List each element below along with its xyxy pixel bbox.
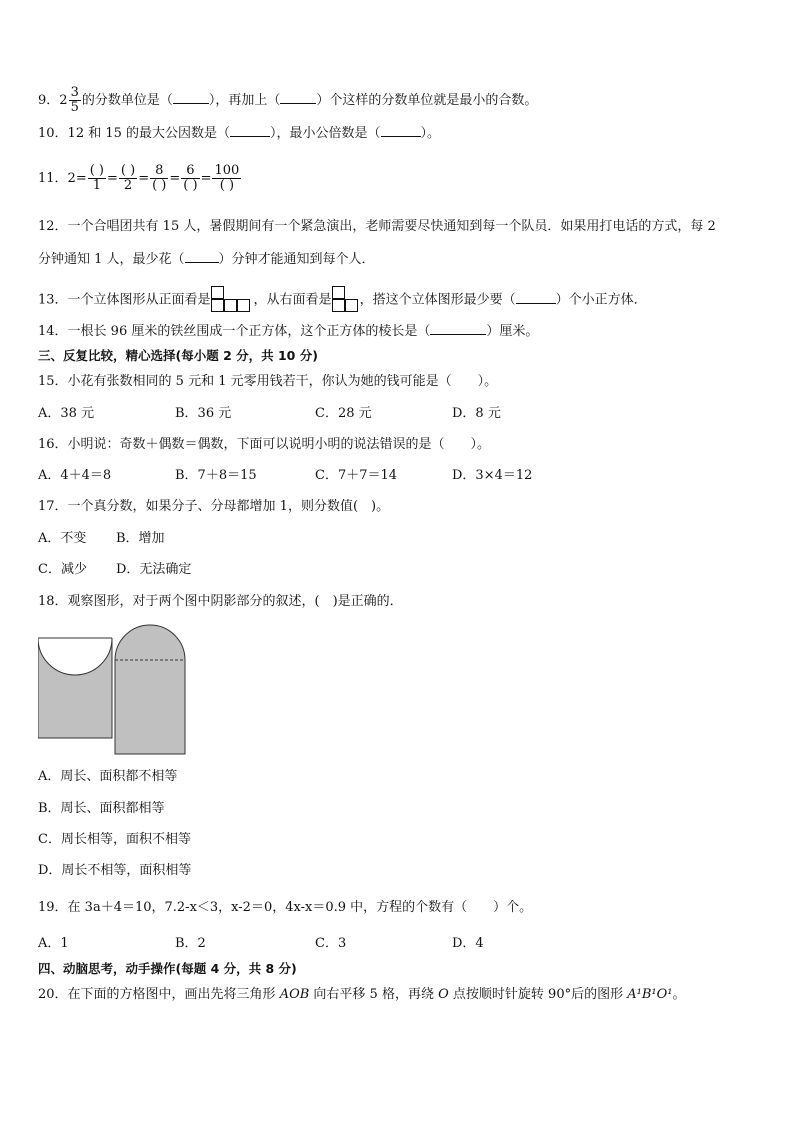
q19-option-d[interactable]: D．4 xyxy=(452,936,484,951)
q15-option-d[interactable]: D．8 元 xyxy=(452,406,501,421)
q11-fraction-1[interactable] xyxy=(88,164,106,193)
q20-text-1: 20．在下面的方格图中，画出先将三角形 xyxy=(38,987,280,1002)
q15-option-c[interactable]: C．28 元 xyxy=(315,406,372,421)
q9-blank-1[interactable] xyxy=(173,91,209,104)
q11-fraction-4[interactable] xyxy=(181,164,199,193)
question-15-stem: 15．小花有张数相同的 5 元和 1 元零用钱若干，你认为她的钱可能是（ ）。 xyxy=(38,374,498,389)
q11-eq-2: = xyxy=(138,171,150,186)
q15-option-b[interactable]: B．36 元 xyxy=(175,406,232,421)
right-view-figure xyxy=(332,286,360,314)
question-10 xyxy=(38,124,440,143)
question-13 xyxy=(38,286,647,314)
q9-denominator: 5 xyxy=(70,100,79,115)
q9-text-3: ）个这样的分数单位就是最小的合数。 xyxy=(316,93,538,108)
q19-option-a[interactable]: A．1 xyxy=(38,936,69,951)
q9-blank-2[interactable] xyxy=(280,91,316,104)
q9-numerator: 3 xyxy=(70,85,79,100)
q9-number: 9． xyxy=(38,93,60,108)
q15-option-a[interactable]: A．38 元 xyxy=(38,406,95,421)
q18-option-b[interactable]: B．周长、面积都相等 xyxy=(38,801,165,816)
q20-text-2: 向右平移 5 格，再绕 xyxy=(309,987,439,1002)
q20-var-aob: AOB xyxy=(279,987,310,1002)
q13-text-3: ，搭这个立体图形最少要（ xyxy=(359,292,516,308)
q14-blank[interactable] xyxy=(430,322,486,335)
q11-fraction-5[interactable] xyxy=(212,164,241,193)
shaded-figures xyxy=(38,622,198,762)
q11-f5-den: ( ) xyxy=(219,178,235,193)
question-18-stem: 18．观察图形，对于两个图中阴影部分的叙述，( )是正确的． xyxy=(38,594,403,609)
q9-whole: 2 xyxy=(59,93,68,108)
q11-f1-num: ( ) xyxy=(89,163,104,178)
question-20 xyxy=(38,986,685,1004)
q10-text-2: ），最小公倍数是（ xyxy=(270,126,381,141)
q17-option-d[interactable]: D．无法确定 xyxy=(116,562,192,577)
q20-text-3: 点按顺时针旋转 90°后的图形 xyxy=(448,987,628,1002)
q13-text-2: ，从右面看是 xyxy=(253,292,332,308)
q10-blank-2[interactable] xyxy=(381,124,421,137)
q14-text-1: 14．一根长 96 厘米的铁丝围成一个正方体，这个正方体的棱长是（ xyxy=(38,324,431,339)
q17-option-a[interactable]: A．不变 xyxy=(38,531,87,546)
section-3-heading: 三、反复比较，精心选择(每小题 2 分，共 10 分) xyxy=(38,348,318,363)
right-shaded-shape xyxy=(115,625,185,754)
q16-option-a[interactable]: A．4＋4＝8 xyxy=(38,468,112,483)
shaded-figures-svg xyxy=(38,622,198,758)
q12-blank[interactable] xyxy=(185,250,219,263)
q20-var-a1b1o1: A¹B¹O¹ xyxy=(627,987,673,1002)
q11-f1-den: 1 xyxy=(92,178,101,193)
question-9 xyxy=(38,86,537,115)
q11-f4-num: 6 xyxy=(181,164,199,179)
q19-option-b[interactable]: B．2 xyxy=(175,936,206,951)
q11-eq-1: = xyxy=(107,171,118,186)
q11-fraction-3[interactable] xyxy=(150,164,168,193)
q10-text-1: 10．12 和 15 的最大公因数是（ xyxy=(38,126,231,141)
q11-f5-num: 100 xyxy=(214,163,240,178)
q11-f2-num: ( ) xyxy=(120,163,136,178)
q9-text-2: ），再加上（ xyxy=(208,93,281,108)
question-14 xyxy=(38,322,538,341)
q20-var-o: O xyxy=(438,987,449,1002)
q12-text-1: 分钟通知 1 人，最少花（ xyxy=(38,252,185,267)
q11-f3-den: ( ) xyxy=(152,178,167,193)
left-shaded-shape xyxy=(38,638,112,738)
q18-option-c[interactable]: C．周长相等，面积不相等 xyxy=(38,832,191,847)
q11-fraction-2[interactable] xyxy=(119,164,137,193)
q16-option-b[interactable]: B．7＋8＝15 xyxy=(175,468,257,483)
q18-option-d[interactable]: D．周长不相等，面积相等 xyxy=(38,863,192,878)
q14-text-2: ）厘米。 xyxy=(486,324,539,339)
q10-blank-1[interactable] xyxy=(230,124,270,137)
question-17-stem: 17．一个真分数，如果分子、分母都增加 1，则分数值( )。 xyxy=(38,499,390,514)
q17-option-c[interactable]: C．减少 xyxy=(38,562,87,577)
question-11 xyxy=(38,164,242,193)
q11-f3-num: 8 xyxy=(150,164,168,179)
question-19-stem: 19．在 3a＋4＝10，7.2-x＜3，x-2＝0，4x-x＝0.9 中，方程的个数有（ ）个。 xyxy=(38,900,533,915)
section-4-heading: 四、动脑思考，动手操作(每题 4 分，共 8 分) xyxy=(38,961,297,976)
q11-start: 2= xyxy=(67,171,87,186)
front-view-figure xyxy=(211,286,254,314)
q20-text-4: 。 xyxy=(672,987,686,1002)
question-16-stem: 16．小明说：奇数＋偶数＝偶数，下面可以说明小明的说法错误的是（ ）。 xyxy=(38,437,491,452)
q9-fraction xyxy=(69,86,81,115)
q13-blank[interactable] xyxy=(516,291,556,304)
question-12-line-2 xyxy=(38,250,375,269)
q11-f4-den: ( ) xyxy=(183,178,198,193)
q11-eq-4: = xyxy=(200,171,212,186)
q13-text-4: ）个小正方体． xyxy=(555,292,647,308)
q16-option-d[interactable]: D．3×4＝12 xyxy=(452,468,533,483)
q11-number: 11． xyxy=(38,171,68,186)
q17-option-b[interactable]: B．增加 xyxy=(116,531,165,546)
q16-option-c[interactable]: C．7＋7＝14 xyxy=(315,468,398,483)
q10-text-3: ）。 xyxy=(420,126,441,141)
question-12-line-1: 12．一个合唱团共有 15 人，暑假期间有一个紧急演出，老师需要尽快通知到每一个队员．如果用打电话的方式，每 2 xyxy=(38,219,716,234)
q11-f2-den: 2 xyxy=(123,178,133,193)
q12-text-2: ）分钟才能通知到每个人． xyxy=(218,252,375,267)
q11-eq-3: = xyxy=(169,171,181,186)
q9-text-1: 的分数单位是（ xyxy=(81,93,173,108)
q18-option-a[interactable]: A．周长、面积都不相等 xyxy=(38,769,178,784)
q13-text-1: 13．一个立体图形从正面看是 xyxy=(38,292,211,308)
q19-option-c[interactable]: C．3 xyxy=(315,936,347,951)
